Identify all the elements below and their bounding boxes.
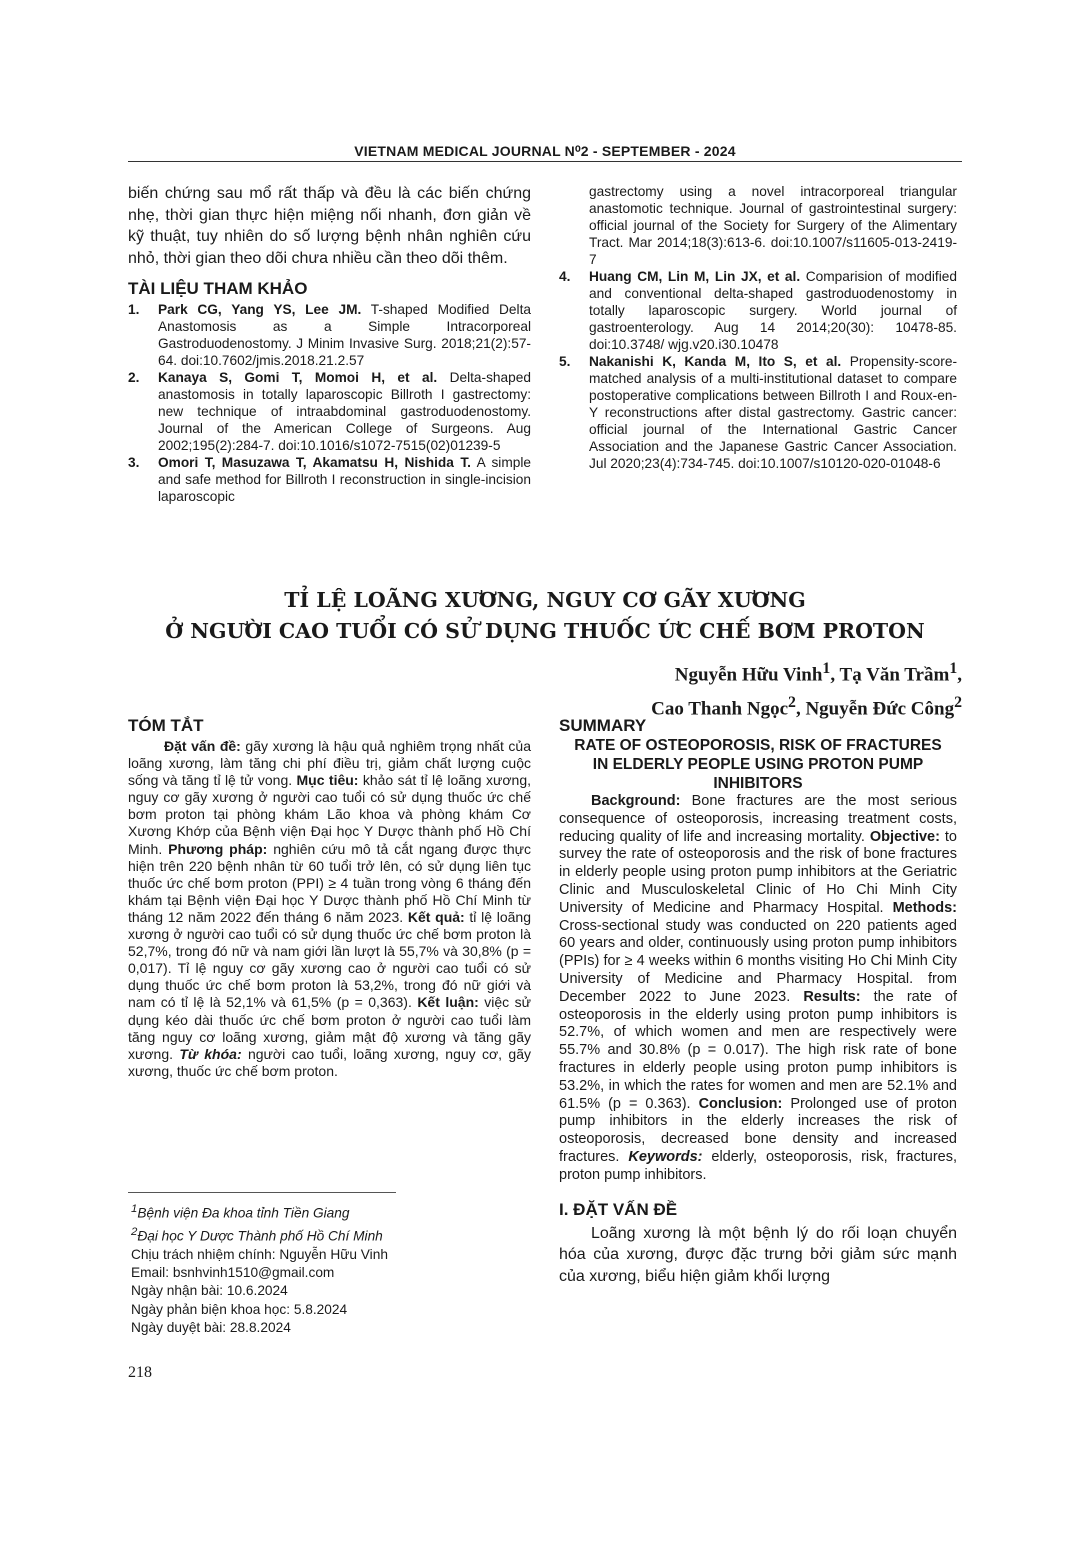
abstract-text: nghiên cứu mô tả cắt ngang được thực hiện trên 220 bệnh nhân từ 60 tuổi trở lên, có sử dụng liên tục thuốc ức chế bơm proton (PPI) ≥ 4 tuần trong vòng 6 tháng đến khám tại Bệnh viện Đại học Y Dược thành phố Hồ Chí Minh từ tháng 12 năm 2022 đến tháng 6 năm 2023. (128, 840, 532, 925)
abstract-text: gãy xương là hậu quả nghiêm trọng nhất của loãng xương, làm tăng chi phí điều trị, giảm chất lượng cuộc sống và tăng tỉ lệ tử vong. (128, 738, 531, 789)
page-number: 218 (128, 1364, 152, 1381)
keywords-text: người cao tuổi, loãng xương, nguy cơ, gãy xương, thuốc ức chế bơm proton. (128, 1045, 531, 1079)
article-title-line-2: Ở NGƯỜI CAO TUỔI CÓ SỬ DỤNG THUỐC ỨC CHẾ BƠM PROTON (165, 619, 925, 643)
author-name: Nguyễn Đức Công (805, 698, 955, 720)
author-affiliation-mark: 1 (822, 660, 831, 677)
author-affiliation-mark: 1 (949, 660, 958, 677)
author-name: Cao Thanh Ngọc (651, 698, 789, 720)
abstract-text: tỉ lệ loãng xương ở người cao tuổi có sử dụng thuốc ức chế bơm proton là 52,7%, trong đó nữ và nam giới lần lượt là 55,7% và 30,8% (p = 0,017). Tỉ lệ nguy cơ gãy xương cao ở người cao tuổi có sử dụng thuốc ức chế bơm proton là 53,2%, trong đó nữ giới và nam có tỉ lệ là 52,1% và 61,5% (p = 0,363). (128, 908, 531, 1011)
reference-authors: Omori T, Masuzawa T, Akamatsu H, Nishida T. (158, 455, 471, 470)
affiliation-mark: 2 (131, 1225, 138, 1238)
affiliation-text: Đại học Y Dược Thành phố Hồ Chí Minh (137, 1228, 383, 1244)
reference-text: gastrectomy using a novel intracorporeal triangular anastomotic technique. Journal of gastrointestinal surgery: official journal of the Society for Surgery of the Alimentary Tract. Mar 2014;18(3):613-6. doi:10.1007/s11605-013-2419-7 (589, 184, 957, 267)
footnote-responsible: Chịu trách nhiệm chính: Nguyễn Hữu Vinh (131, 1246, 388, 1262)
reference-number: 3. (128, 455, 140, 470)
authors-line-1 (651, 655, 962, 689)
introduction-heading: I. ĐẶT VẤN ĐỀ (559, 1199, 678, 1219)
author-name: Tạ Văn Trầm (839, 664, 950, 686)
footnote-received: Ngày nhận bài: 10.6.2024 (131, 1283, 288, 1299)
summary-label: Methods: (892, 899, 957, 916)
footnotes (131, 1200, 531, 1337)
reference-item (128, 301, 531, 369)
reference-number: 2. (128, 370, 140, 385)
affiliation-text: Bệnh viện Đa khoa tỉnh Tiền Giang (137, 1205, 350, 1221)
author-affiliation-mark: 2 (788, 694, 796, 712)
summary-text: Cross-sectional study was conducted on 220 patients aged 60 years and older, continuously using proton pump inhibitors (PPIs) for ≥ 4 weeks within 6 months visiting Ho Chi Minh City University of Medicine and Pharmacy Hospital. from December 2022 to June 2023. (559, 917, 957, 1005)
abstract-text: việc sử dụng kéo dài thuốc ức chế bơm proton ở người cao tuổi làm tăng nguy cơ loãng xương, giảm mật độ xương và tăng gãy xương. (128, 994, 531, 1062)
footnote-rule (128, 1192, 396, 1193)
summary-title: RATE OF OSTEOPOROSIS, RISK OF FRACTURES IN ELDERLY PEOPLE USING PROTON PUMP INHIBITORS (574, 737, 942, 792)
reference-authors: Kanaya S, Gomi T, Momoi H, et al. (158, 370, 438, 385)
reference-authors: Park CG, Yang YS, Lee JM. (158, 302, 362, 317)
keywords-text: elderly, osteoporosis, risk, fractures, proton pump inhibitors. (559, 1148, 957, 1183)
article-title-line-1: TỈ LỆ LOÃNG XƯƠNG, NGUY CƠ GÃY XƯƠNG (284, 588, 806, 612)
reference-number: 5. (559, 354, 571, 369)
author-separator: , (795, 698, 806, 720)
author-affiliation-mark: 2 (954, 694, 962, 712)
footnote-reviewed: Ngày phản biện khoa học: 5.8.2024 (131, 1301, 348, 1317)
keywords-label: Keywords: (628, 1148, 703, 1165)
reference-item (559, 268, 957, 353)
reference-item (128, 454, 531, 505)
abstract-text: khảo sát tỉ lệ loãng xương, nguy cơ gãy xương ở người cao tuổi có sử dụng thuốc ức chế bơm proton tại phòng khám Lão khoa và phòng khám Cơ Xương Khớp của Bệnh viện Đại học Y Dược thành phố Hồ Chí Minh. (128, 772, 531, 857)
abstract-label: Đặt vấn đề: (164, 738, 241, 754)
reference-number: 1. (128, 302, 140, 317)
introduction-text: Loãng xương là một bệnh lý do rối loạn chuyển hóa của xương, được đặc trưng bởi giảm sức mạnh của xương, biểu hiện giảm khối lượng (559, 1224, 957, 1285)
reference-number: 4. (559, 269, 571, 284)
summary-text: Bone fractures are the most serious consequence of osteoporosis, increasing treatment costs, reducing quality of life and increasing mortality. (559, 793, 957, 845)
abstract-label: Kết quả: (407, 908, 465, 925)
summary-label: Conclusion: (698, 1095, 783, 1112)
summary-label: Background: (591, 793, 681, 809)
reference-text: A simple and safe method for Billroth I reconstruction in single-incision laparoscopic (158, 455, 531, 504)
footnote-affiliation-2 (131, 1223, 531, 1246)
summary-label: Objective: (869, 828, 940, 845)
prev-article-tail: biến chứng sau mổ rất thấp và đều là các biến chứng nhẹ, thời gian thực hiện miệng nối nhanh, đơn giản về kỹ thuật, tuy nhiên do số lượng bệnh nhân nghiên cứu nhỏ, thời gian theo dõi chưa nhiều cần theo dõi thêm. (128, 185, 531, 267)
reference-item (559, 353, 957, 472)
abstract-heading: TÓM TẮT (128, 716, 204, 735)
affiliation-mark: 1 (131, 1203, 138, 1215)
reference-text: Delta-shaped anastomosis in totally laparoscopic Billroth I gastrectomy: new technique of intraabdominal gastroduodenostomy. Journal of the American College of Surgeons. Aug 2002;195(2):284-7. doi:10.1016/s1072-7515(02)01239-5 (158, 370, 531, 453)
journal-header: VIETNAM MEDICAL JOURNAL N⁰2 - SEPTEMBER - 2024 (354, 143, 736, 159)
reference-item-continued (559, 183, 957, 268)
abstract-english (559, 715, 957, 1287)
references-heading: TÀI LIỆU THAM KHẢO (128, 279, 308, 298)
article-title (128, 585, 962, 647)
footnote-affiliation-1 (131, 1200, 531, 1223)
article-authors (651, 655, 962, 724)
author-separator: , (957, 664, 962, 686)
abstract-vietnamese (128, 715, 531, 1080)
abstract-label: Phương pháp: (168, 840, 268, 857)
abstract-label: Kết luận: (417, 994, 479, 1011)
prev-article-right-column (559, 183, 957, 472)
summary-text: Prolonged use of proton pump inhibitors in the elderly increases the risk of osteoporosis, decreased bone density and increased fractures. (559, 1095, 958, 1165)
summary-heading: SUMMARY (559, 716, 647, 735)
reference-authors: Nakanishi K, Kanda M, Ito S, et al. (589, 354, 842, 369)
summary-text: to survey the rate of osteoporosis and the risk of bone fractures in elderly people using proton pump inhibitors at the Geriatric Clinic and Musculoskeletal Clinic of Ho Chi Minh City University of Medicine and Pharmacy Hospital. (559, 828, 957, 916)
reference-text: Comparision of modified and conventional delta-shaped gastroduodenostomy in totally laparoscopic surgery. World journal of gastroenterology. Aug 14 2014;20(30): 10478-85. doi:10.3748/ wjg.v20.i30.10478 (589, 269, 957, 352)
reference-text: Propensity-score-matched analysis of a multi-institutional dataset to compare postoperative complications between Billroth I and Roux-en-Y reconstructions after distal gastrectomy. Gastric cancer: official journal of the International Gastric Cancer Association and the Japanese Gastric Cancer Association. Jul 2020;23(4):734-745. doi:10.1007/s10120-020-01048-6 (589, 354, 957, 471)
abstract-body (128, 738, 531, 1080)
summary-body (559, 793, 957, 1185)
author-name: Nguyễn Hữu Vinh (674, 664, 823, 686)
keywords-label: Từ khóa: (179, 1045, 242, 1062)
reference-number (559, 183, 589, 268)
header-rule (128, 161, 962, 162)
reference-text: T-shaped Modified Delta Anastomosis as a Simple Intracorporeal Gastroduodenostomy. J Minim Invasive Surg. 2018;21(2):57-64. doi:10.7602/jmis.2018.21.2.57 (158, 302, 531, 368)
reference-authors: Huang CM, Lin M, Lin JX, et al. (589, 269, 801, 284)
reference-item (128, 369, 531, 454)
footnote-accepted: Ngày duyệt bài: 28.8.2024 (131, 1319, 291, 1335)
summary-text: the rate of osteoporosis in the elderly using proton pump inhibitors is 52.7%, of which women and men are respectively were 55.7% and 30.8% (p = 0.017). The high risk rate of bone fractures in elderly people using proton pump inhibitors is 53.2%, in which the rates for women and men are 52.1% and 61.5% (p = 0.363). (559, 988, 957, 1112)
abstract-label: Mục tiêu: (296, 772, 359, 789)
prev-article-left-column (128, 183, 531, 505)
footnote-email: Email: bsnhvinh1510@gmail.com (131, 1265, 335, 1281)
author-separator: , (830, 664, 840, 686)
summary-label: Results: (803, 988, 861, 1005)
